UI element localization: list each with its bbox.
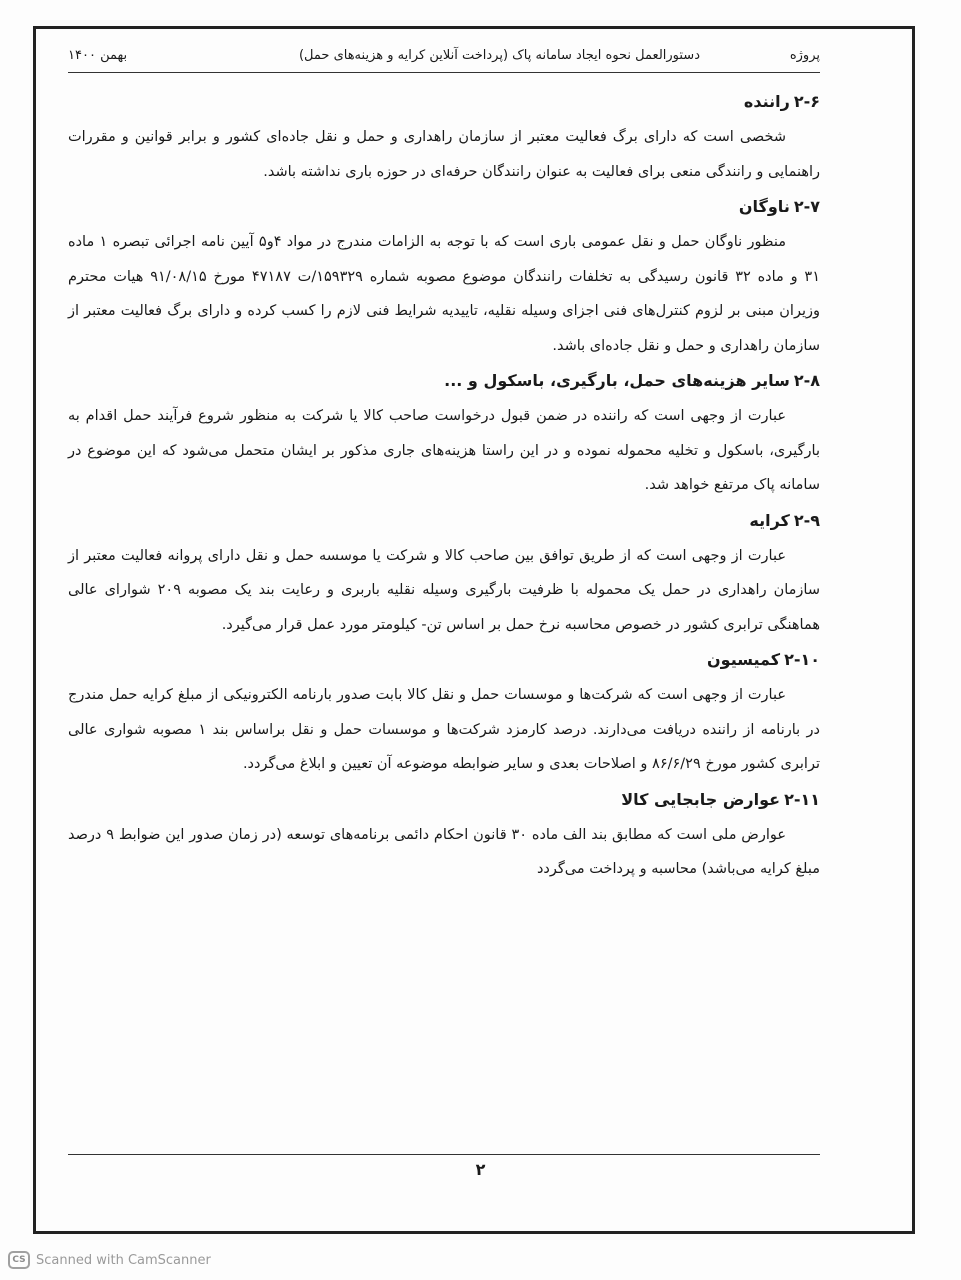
section-text: شخصی است که دارای برگ فعالیت معتبر از سازمان راهداری و حمل و نقل جاده‌ای کشور و برابر قوانین و مقررات راهنمایی و رانندگی منعی برای فعالیت به عنوان رانندگان حرفه‌ای در حوزه باری نداشته باشد.	[68, 129, 820, 180]
section-text: منظور ناوگان حمل و نقل عمومی باری است که با توجه به الزامات مندرج در مواد ۴و۵ آیین نامه اجرائی تبصره ۱ ماده ۳۱ و ماده ۳۲ قانون رسیدگی به تخلفات رانندگان موضوع مصوبه شماره ۱۵۹۳۲۹/ت ۴۷۱۸۷ مورخ ۹۱/۰۸/۱۵ هیات محترم وزیران مبنی بر لزوم کنترل‌های فنی اجزای وسیله نقلیه، تاییدیه شرایط فنی لازم را کسب کرده و دارای برگ فعالیت معتبر از سازمان راهداری و حمل و نقل جاده‌ای باشد.	[68, 234, 820, 354]
section-number: ۲-۸	[793, 371, 820, 390]
section-transport-tolls	[68, 782, 820, 887]
section-heading	[68, 503, 820, 539]
section-number: ۲-۹	[793, 510, 820, 530]
section-text: عبارت از وجهی است که شرکت‌ها و موسسات حمل و نقل کالا بابت صدور بارنامه الکترونیکی از مبلغ کرایه حمل مندرج در بارنامه از راننده دریافت می‌دارند. درصد کارمزد شرکت‌ها و موسسات حمل و نقل براساس بند ۱ مصوبه شواری عالی ترابری کشور مورخ ۸۶/۶/۲۹ و اصلاحات بعدی و سایر ضوابطه موضوعه آن تعیین و ابلاغ می‌گردد.	[68, 687, 821, 772]
header-title: دستورالعمل نحوه ایجاد سامانه پاک (پرداخت آنلاین کرایه و هزینه‌های حمل)	[298, 48, 700, 63]
section-heading	[68, 782, 820, 818]
section-title: ناوگان	[738, 197, 790, 216]
watermark-text: Scanned with CamScanner	[36, 1252, 211, 1268]
section-heading	[68, 642, 820, 678]
section-driver	[68, 84, 820, 189]
section-heading	[68, 189, 820, 225]
header-divider	[68, 72, 820, 73]
section-heading	[68, 84, 820, 120]
section-title: راننده	[743, 92, 790, 111]
header-project: پروژه	[789, 48, 820, 63]
camscanner-logo-icon: CS	[8, 1251, 30, 1269]
section-other-costs	[68, 363, 820, 503]
section-number: ۲-۶	[793, 92, 820, 111]
scanner-watermark	[8, 1249, 211, 1271]
section-text: عوارض ملی است که مطابق بند الف ماده ۳۰ قانون احکام دائمی برنامه‌های توسعه (در زمان صدور این ضوابط ۹ درصد مبلغ کرایه می‌باشد) محاسبه و پرداخت می‌گردد	[68, 826, 820, 877]
section-fare	[68, 503, 820, 643]
section-title: سایر هزینه‌های حمل، بارگیری، باسکول و ...	[444, 371, 790, 390]
section-title: کمیسیون	[707, 650, 781, 669]
section-commission	[68, 642, 820, 782]
section-number: ۲-۱۰	[784, 650, 820, 669]
section-title: عوارض جابجایی کالا	[621, 789, 781, 809]
section-number: ۲-۷	[793, 197, 820, 216]
section-number: ۲-۱۱	[784, 789, 820, 809]
section-heading	[68, 363, 820, 399]
document-body	[68, 84, 820, 887]
section-text: عبارت از وجهی است که راننده در ضمن قبول درخواست صاحب کالا یا شرکت به منظور شروع فرآیند حمل اقدام به بارگیری، باسکول و تخلیه محموله نموده و در این راستا هزینه‌های جاری مذکور بر ایشان متحمل می‌شود که این موضوع در سامانه پاک مرتفع خواهد شد.	[68, 408, 820, 493]
page-header	[68, 46, 820, 70]
footer-divider	[68, 1154, 820, 1155]
section-fleet	[68, 189, 820, 363]
section-title: کرایه	[749, 510, 790, 530]
page-number: ۲	[475, 1160, 486, 1179]
header-date: بهمن ۱۴۰۰	[68, 48, 128, 63]
section-text: عبارت از وجهی است که از طریق توافق بین صاحب کالا و شرکت یا موسسه حمل و نقل دارای پروانه فعالیت معتبر از سازمان راهداری در حمل یک محموله با ظرفیت بارگیری وسیله نقلیه باربری و رعایت بند یک مصوبه ۲۰۹ شوارای عالی هماهنگی ترابری کشور در خصوص محاسبه نرخ حمل بر اساس تن- کیلومتر مورد عمل قرار می‌گیرد.	[68, 547, 820, 633]
